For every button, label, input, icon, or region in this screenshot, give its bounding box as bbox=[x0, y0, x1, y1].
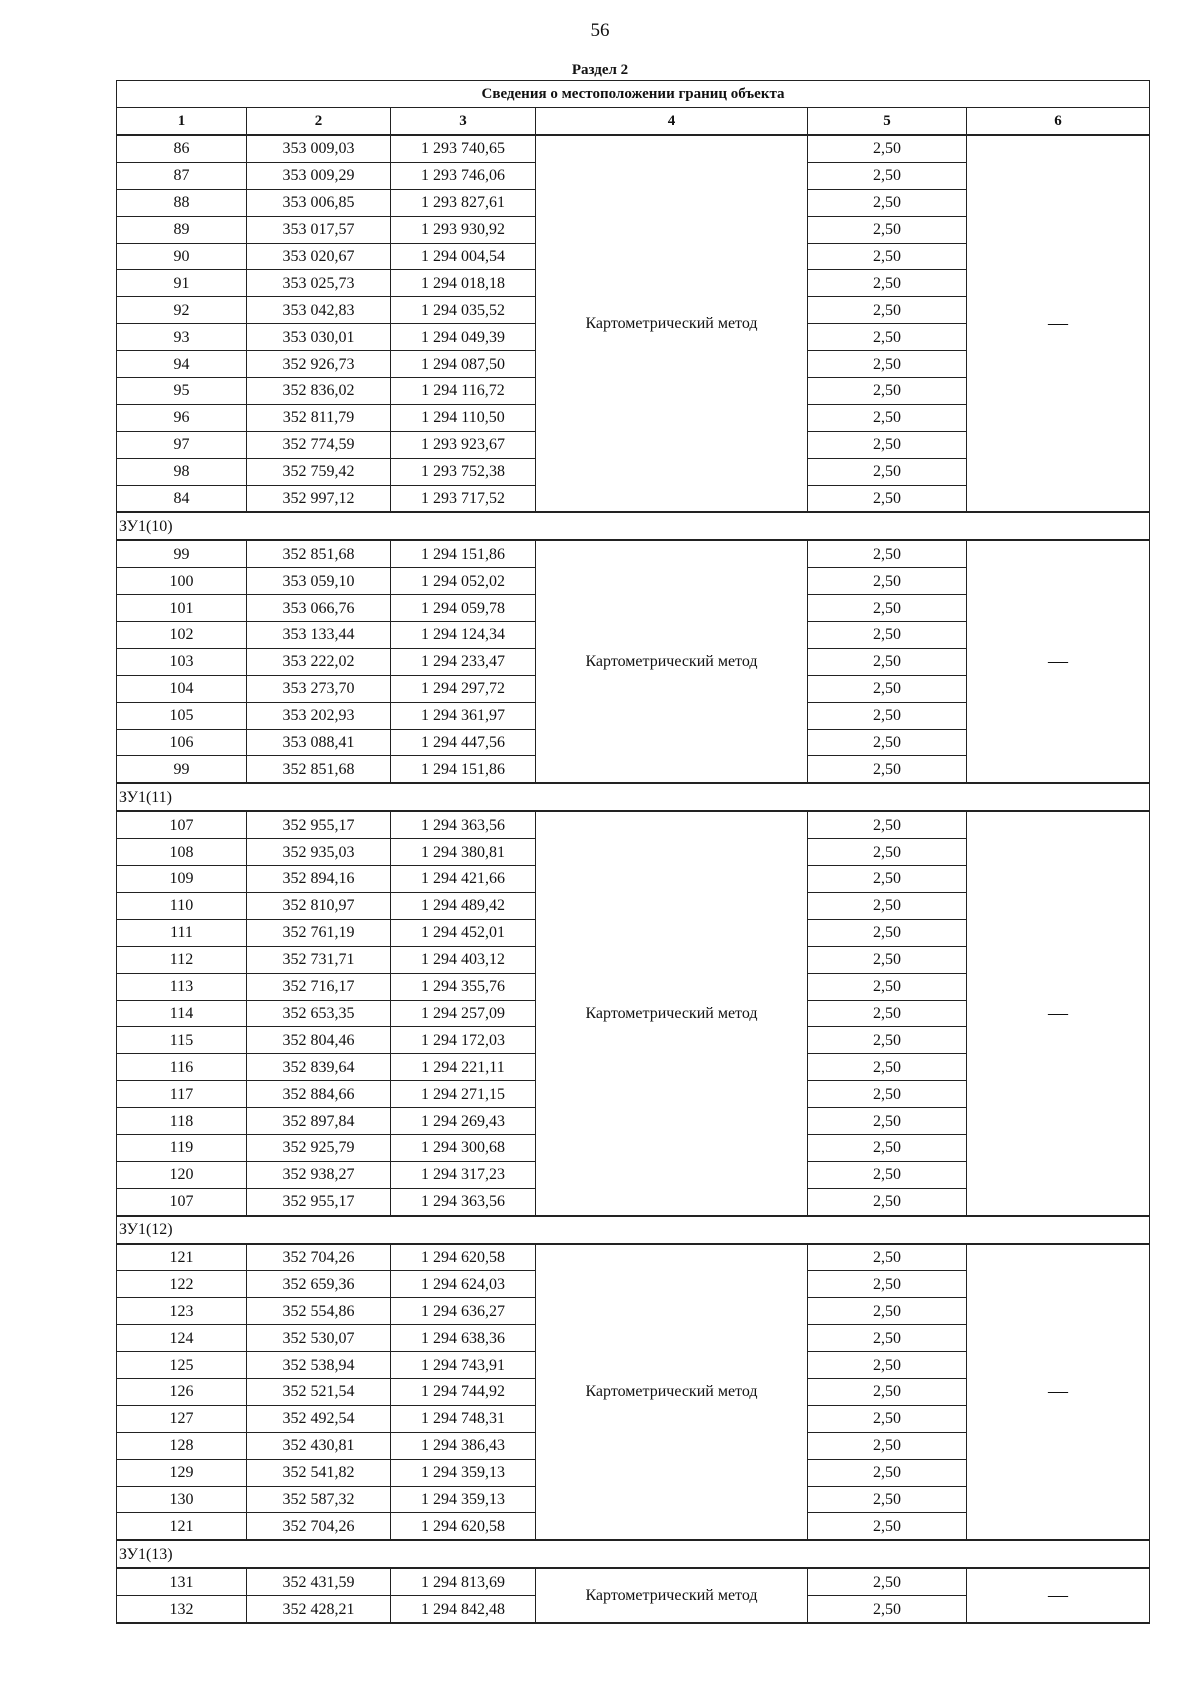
method-cell: Картометрический метод bbox=[536, 1244, 808, 1541]
coordinate-y: 1 294 271,15 bbox=[391, 1081, 536, 1108]
accuracy-value: 2,50 bbox=[808, 1405, 967, 1432]
table-row bbox=[117, 540, 1150, 567]
coordinate-x: 352 774,59 bbox=[247, 431, 391, 458]
point-number: 111 bbox=[117, 919, 247, 946]
accuracy-value: 2,50 bbox=[808, 1188, 967, 1215]
method-cell: Картометрический метод bbox=[536, 540, 808, 783]
coordinate-x: 352 716,17 bbox=[247, 973, 391, 1000]
coordinate-y: 1 294 300,68 bbox=[391, 1134, 536, 1161]
point-number: 130 bbox=[117, 1486, 247, 1513]
accuracy-value: 2,50 bbox=[808, 756, 967, 783]
accuracy-value: 2,50 bbox=[808, 297, 967, 324]
point-number: 119 bbox=[117, 1134, 247, 1161]
coordinate-y: 1 293 930,92 bbox=[391, 216, 536, 243]
coordinate-x: 352 521,54 bbox=[247, 1378, 391, 1405]
accuracy-value: 2,50 bbox=[808, 404, 967, 431]
parcel-group-row bbox=[117, 1540, 1150, 1568]
accuracy-value: 2,50 bbox=[808, 892, 967, 919]
accuracy-value: 2,50 bbox=[808, 1081, 967, 1108]
point-number: 112 bbox=[117, 946, 247, 973]
point-number: 109 bbox=[117, 866, 247, 893]
coordinate-y: 1 294 813,69 bbox=[391, 1568, 536, 1595]
accuracy-value: 2,50 bbox=[808, 270, 967, 297]
parcel-label: ЗУ1(10) bbox=[117, 512, 1150, 540]
coordinate-y: 1 294 748,31 bbox=[391, 1405, 536, 1432]
accuracy-value: 2,50 bbox=[808, 1486, 967, 1513]
coordinate-y: 1 294 151,86 bbox=[391, 540, 536, 567]
point-number: 121 bbox=[117, 1244, 247, 1271]
coordinate-y: 1 294 233,47 bbox=[391, 648, 536, 675]
dash-cell: — bbox=[967, 811, 1150, 1215]
coordinate-y: 1 294 363,56 bbox=[391, 1188, 536, 1215]
accuracy-value: 2,50 bbox=[808, 729, 967, 756]
coordinate-y: 1 294 059,78 bbox=[391, 595, 536, 622]
coordinate-x: 352 761,19 bbox=[247, 919, 391, 946]
point-number: 132 bbox=[117, 1596, 247, 1623]
parcel-label: ЗУ1(13) bbox=[117, 1540, 1150, 1568]
coordinate-y: 1 293 740,65 bbox=[391, 135, 536, 162]
point-number: 88 bbox=[117, 189, 247, 216]
coordinate-y: 1 294 361,97 bbox=[391, 702, 536, 729]
coordinate-y: 1 294 355,76 bbox=[391, 973, 536, 1000]
point-number: 117 bbox=[117, 1081, 247, 1108]
table-title-row bbox=[117, 81, 1150, 108]
coordinate-x: 352 884,66 bbox=[247, 1081, 391, 1108]
accuracy-value: 2,50 bbox=[808, 1108, 967, 1135]
point-number: 92 bbox=[117, 297, 247, 324]
coordinate-x: 352 811,79 bbox=[247, 404, 391, 431]
point-number: 122 bbox=[117, 1271, 247, 1298]
coordinate-x: 352 541,82 bbox=[247, 1459, 391, 1486]
accuracy-value: 2,50 bbox=[808, 216, 967, 243]
accuracy-value: 2,50 bbox=[808, 1271, 967, 1298]
parcel-label: ЗУ1(12) bbox=[117, 1216, 1150, 1244]
point-number: 123 bbox=[117, 1298, 247, 1325]
table-row bbox=[117, 1568, 1150, 1595]
coordinate-y: 1 294 257,09 bbox=[391, 1000, 536, 1027]
accuracy-value: 2,50 bbox=[808, 919, 967, 946]
coordinate-x: 353 042,83 bbox=[247, 297, 391, 324]
point-number: 93 bbox=[117, 324, 247, 351]
point-number: 113 bbox=[117, 973, 247, 1000]
page-number: 56 bbox=[590, 20, 610, 41]
point-number: 100 bbox=[117, 568, 247, 595]
column-number: 6 bbox=[967, 108, 1150, 136]
accuracy-value: 2,50 bbox=[808, 1054, 967, 1081]
coordinate-x: 353 133,44 bbox=[247, 622, 391, 649]
dash-cell: — bbox=[967, 540, 1150, 783]
coordinate-x: 352 839,64 bbox=[247, 1054, 391, 1081]
coordinate-y: 1 294 624,03 bbox=[391, 1271, 536, 1298]
coordinate-y: 1 293 827,61 bbox=[391, 189, 536, 216]
accuracy-value: 2,50 bbox=[808, 1298, 967, 1325]
table-title: Сведения о местоположении границ объекта bbox=[117, 81, 1150, 108]
accuracy-value: 2,50 bbox=[808, 1596, 967, 1623]
point-number: 115 bbox=[117, 1027, 247, 1054]
accuracy-value: 2,50 bbox=[808, 1134, 967, 1161]
accuracy-value: 2,50 bbox=[808, 839, 967, 866]
column-number: 5 bbox=[808, 108, 967, 136]
coordinate-y: 1 294 172,03 bbox=[391, 1027, 536, 1054]
coordinate-y: 1 294 403,12 bbox=[391, 946, 536, 973]
coordinate-x: 352 935,03 bbox=[247, 839, 391, 866]
table-row bbox=[117, 811, 1150, 838]
accuracy-value: 2,50 bbox=[808, 243, 967, 270]
coordinate-x: 352 810,97 bbox=[247, 892, 391, 919]
coordinate-y: 1 294 620,58 bbox=[391, 1244, 536, 1271]
coordinate-y: 1 294 620,58 bbox=[391, 1513, 536, 1540]
accuracy-value: 2,50 bbox=[808, 1513, 967, 1540]
accuracy-value: 2,50 bbox=[808, 1432, 967, 1459]
point-number: 120 bbox=[117, 1161, 247, 1188]
accuracy-value: 2,50 bbox=[808, 1325, 967, 1352]
accuracy-value: 2,50 bbox=[808, 702, 967, 729]
accuracy-value: 2,50 bbox=[808, 811, 967, 838]
accuracy-value: 2,50 bbox=[808, 189, 967, 216]
accuracy-value: 2,50 bbox=[808, 1378, 967, 1405]
coordinate-y: 1 294 018,18 bbox=[391, 270, 536, 297]
coordinate-y: 1 294 359,13 bbox=[391, 1486, 536, 1513]
point-number: 105 bbox=[117, 702, 247, 729]
point-number: 99 bbox=[117, 756, 247, 783]
point-number: 101 bbox=[117, 595, 247, 622]
point-number: 116 bbox=[117, 1054, 247, 1081]
coordinate-y: 1 294 124,34 bbox=[391, 622, 536, 649]
coordinate-y: 1 294 380,81 bbox=[391, 839, 536, 866]
coordinate-x: 352 704,26 bbox=[247, 1244, 391, 1271]
point-number: 86 bbox=[117, 135, 247, 162]
point-number: 89 bbox=[117, 216, 247, 243]
column-number: 2 bbox=[247, 108, 391, 136]
coordinate-x: 352 836,02 bbox=[247, 378, 391, 405]
table-row bbox=[117, 1244, 1150, 1271]
column-number-row bbox=[117, 108, 1150, 136]
coordinate-y: 1 294 049,39 bbox=[391, 324, 536, 351]
coordinate-x: 352 938,27 bbox=[247, 1161, 391, 1188]
coordinate-x: 353 030,01 bbox=[247, 324, 391, 351]
column-number: 4 bbox=[536, 108, 808, 136]
coordinate-x: 353 009,03 bbox=[247, 135, 391, 162]
coordinate-x: 353 088,41 bbox=[247, 729, 391, 756]
coordinate-x: 352 554,86 bbox=[247, 1298, 391, 1325]
accuracy-value: 2,50 bbox=[808, 568, 967, 595]
boundary-table bbox=[116, 80, 1150, 1624]
coordinate-x: 352 759,42 bbox=[247, 458, 391, 485]
coordinate-y: 1 294 221,11 bbox=[391, 1054, 536, 1081]
accuracy-value: 2,50 bbox=[808, 946, 967, 973]
coordinate-y: 1 294 359,13 bbox=[391, 1459, 536, 1486]
coordinate-x: 352 731,71 bbox=[247, 946, 391, 973]
coordinate-x: 353 009,29 bbox=[247, 162, 391, 189]
accuracy-value: 2,50 bbox=[808, 973, 967, 1000]
accuracy-value: 2,50 bbox=[808, 1459, 967, 1486]
point-number: 94 bbox=[117, 351, 247, 378]
accuracy-value: 2,50 bbox=[808, 378, 967, 405]
point-number: 121 bbox=[117, 1513, 247, 1540]
coordinate-y: 1 294 110,50 bbox=[391, 404, 536, 431]
accuracy-value: 2,50 bbox=[808, 540, 967, 567]
coordinate-x: 353 025,73 bbox=[247, 270, 391, 297]
parcel-group-row bbox=[117, 1216, 1150, 1244]
table-row bbox=[117, 135, 1150, 162]
point-number: 99 bbox=[117, 540, 247, 567]
accuracy-value: 2,50 bbox=[808, 1027, 967, 1054]
accuracy-value: 2,50 bbox=[808, 866, 967, 893]
coordinate-y: 1 294 004,54 bbox=[391, 243, 536, 270]
point-number: 106 bbox=[117, 729, 247, 756]
method-cell: Картометрический метод bbox=[536, 135, 808, 512]
point-number: 125 bbox=[117, 1352, 247, 1379]
point-number: 126 bbox=[117, 1378, 247, 1405]
column-number: 3 bbox=[391, 108, 536, 136]
coordinate-y: 1 293 752,38 bbox=[391, 458, 536, 485]
dash-cell: — bbox=[967, 135, 1150, 512]
coordinate-x: 353 222,02 bbox=[247, 648, 391, 675]
point-number: 97 bbox=[117, 431, 247, 458]
accuracy-value: 2,50 bbox=[808, 324, 967, 351]
coordinate-x: 352 653,35 bbox=[247, 1000, 391, 1027]
coordinate-x: 352 492,54 bbox=[247, 1405, 391, 1432]
column-number: 1 bbox=[117, 108, 247, 136]
coordinate-y: 1 294 363,56 bbox=[391, 811, 536, 838]
coordinate-x: 353 017,57 bbox=[247, 216, 391, 243]
coordinate-x: 352 997,12 bbox=[247, 485, 391, 512]
coordinate-x: 352 428,21 bbox=[247, 1596, 391, 1623]
point-number: 103 bbox=[117, 648, 247, 675]
point-number: 128 bbox=[117, 1432, 247, 1459]
parcel-group-row bbox=[117, 783, 1150, 811]
accuracy-value: 2,50 bbox=[808, 351, 967, 378]
coordinate-x: 353 066,76 bbox=[247, 595, 391, 622]
coordinate-x: 352 894,16 bbox=[247, 866, 391, 893]
point-number: 98 bbox=[117, 458, 247, 485]
accuracy-value: 2,50 bbox=[808, 1352, 967, 1379]
point-number: 107 bbox=[117, 1188, 247, 1215]
coordinate-x: 352 926,73 bbox=[247, 351, 391, 378]
point-number: 107 bbox=[117, 811, 247, 838]
coordinate-x: 353 020,67 bbox=[247, 243, 391, 270]
coordinate-y: 1 294 489,42 bbox=[391, 892, 536, 919]
coordinate-x: 353 006,85 bbox=[247, 189, 391, 216]
point-number: 87 bbox=[117, 162, 247, 189]
point-number: 114 bbox=[117, 1000, 247, 1027]
point-number: 110 bbox=[117, 892, 247, 919]
coordinate-y: 1 293 923,67 bbox=[391, 431, 536, 458]
coordinate-y: 1 293 717,52 bbox=[391, 485, 536, 512]
coordinate-x: 352 659,36 bbox=[247, 1271, 391, 1298]
coordinate-y: 1 294 636,27 bbox=[391, 1298, 536, 1325]
accuracy-value: 2,50 bbox=[808, 485, 967, 512]
accuracy-value: 2,50 bbox=[808, 458, 967, 485]
method-cell: Картометрический метод bbox=[536, 811, 808, 1215]
coordinate-x: 352 925,79 bbox=[247, 1134, 391, 1161]
coordinate-y: 1 294 842,48 bbox=[391, 1596, 536, 1623]
accuracy-value: 2,50 bbox=[808, 431, 967, 458]
coordinate-y: 1 294 269,43 bbox=[391, 1108, 536, 1135]
point-number: 124 bbox=[117, 1325, 247, 1352]
point-number: 102 bbox=[117, 622, 247, 649]
point-number: 96 bbox=[117, 404, 247, 431]
coordinate-y: 1 294 744,92 bbox=[391, 1378, 536, 1405]
coordinate-x: 353 059,10 bbox=[247, 568, 391, 595]
point-number: 127 bbox=[117, 1405, 247, 1432]
coordinate-y: 1 294 447,56 bbox=[391, 729, 536, 756]
accuracy-value: 2,50 bbox=[808, 595, 967, 622]
coordinate-y: 1 294 452,01 bbox=[391, 919, 536, 946]
accuracy-value: 2,50 bbox=[808, 1568, 967, 1595]
accuracy-value: 2,50 bbox=[808, 622, 967, 649]
point-number: 84 bbox=[117, 485, 247, 512]
accuracy-value: 2,50 bbox=[808, 1161, 967, 1188]
accuracy-value: 2,50 bbox=[808, 648, 967, 675]
accuracy-value: 2,50 bbox=[808, 675, 967, 702]
coordinate-y: 1 294 035,52 bbox=[391, 297, 536, 324]
parcel-label: ЗУ1(11) bbox=[117, 783, 1150, 811]
coordinate-y: 1 294 638,36 bbox=[391, 1325, 536, 1352]
point-number: 118 bbox=[117, 1108, 247, 1135]
point-number: 131 bbox=[117, 1568, 247, 1595]
coordinate-y: 1 294 116,72 bbox=[391, 378, 536, 405]
dash-cell: — bbox=[967, 1568, 1150, 1623]
coordinate-y: 1 294 087,50 bbox=[391, 351, 536, 378]
accuracy-value: 2,50 bbox=[808, 135, 967, 162]
parcel-group-row bbox=[117, 512, 1150, 540]
coordinate-x: 352 538,94 bbox=[247, 1352, 391, 1379]
coordinate-y: 1 294 421,66 bbox=[391, 866, 536, 893]
coordinate-y: 1 294 052,02 bbox=[391, 568, 536, 595]
coordinate-x: 352 530,07 bbox=[247, 1325, 391, 1352]
coordinate-y: 1 294 151,86 bbox=[391, 756, 536, 783]
point-number: 90 bbox=[117, 243, 247, 270]
coordinate-y: 1 294 386,43 bbox=[391, 1432, 536, 1459]
coordinate-y: 1 293 746,06 bbox=[391, 162, 536, 189]
coordinate-x: 353 202,93 bbox=[247, 702, 391, 729]
coordinate-y: 1 294 743,91 bbox=[391, 1352, 536, 1379]
coordinate-x: 352 955,17 bbox=[247, 811, 391, 838]
accuracy-value: 2,50 bbox=[808, 162, 967, 189]
point-number: 108 bbox=[117, 839, 247, 866]
method-cell: Картометрический метод bbox=[536, 1568, 808, 1623]
point-number: 129 bbox=[117, 1459, 247, 1486]
point-number: 95 bbox=[117, 378, 247, 405]
accuracy-value: 2,50 bbox=[808, 1244, 967, 1271]
coordinate-x: 352 704,26 bbox=[247, 1513, 391, 1540]
coordinate-x: 352 851,68 bbox=[247, 756, 391, 783]
coordinate-x: 352 431,59 bbox=[247, 1568, 391, 1595]
coordinate-y: 1 294 317,23 bbox=[391, 1161, 536, 1188]
point-number: 91 bbox=[117, 270, 247, 297]
coordinate-x: 353 273,70 bbox=[247, 675, 391, 702]
accuracy-value: 2,50 bbox=[808, 1000, 967, 1027]
coordinate-x: 352 955,17 bbox=[247, 1188, 391, 1215]
coordinate-x: 352 897,84 bbox=[247, 1108, 391, 1135]
coordinate-x: 352 804,46 bbox=[247, 1027, 391, 1054]
coordinate-x: 352 430,81 bbox=[247, 1432, 391, 1459]
dash-cell: — bbox=[967, 1244, 1150, 1541]
point-number: 104 bbox=[117, 675, 247, 702]
coordinate-x: 352 851,68 bbox=[247, 540, 391, 567]
section-label: Раздел 2 bbox=[571, 62, 629, 78]
coordinate-x: 352 587,32 bbox=[247, 1486, 391, 1513]
coordinate-y: 1 294 297,72 bbox=[391, 675, 536, 702]
